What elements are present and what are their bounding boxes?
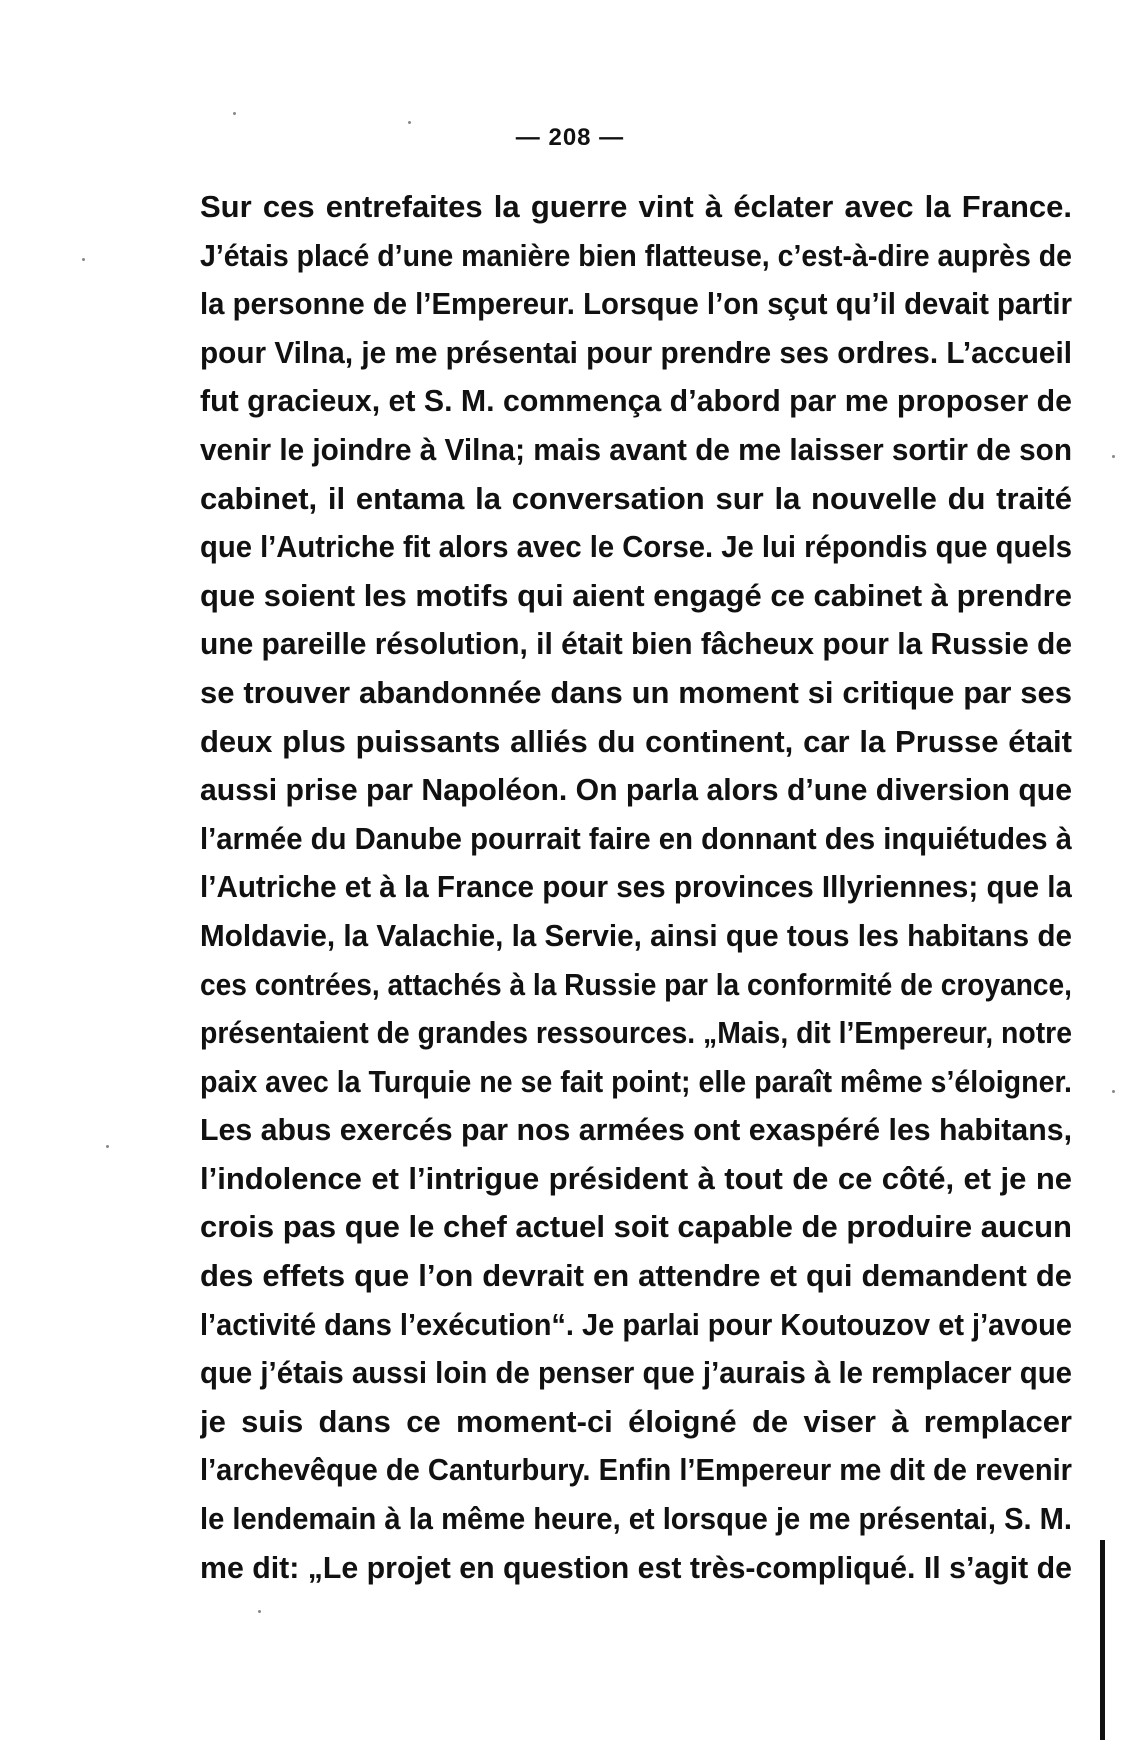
text-line: présentaient de grandes ressources. „Mais, dit l’Empereur, notre xyxy=(200,1015,1072,1051)
text-line: J’étais placé d’une manière bien flatteuse, c’est-à-dire auprès de xyxy=(200,237,1072,273)
scan-speck xyxy=(233,112,236,115)
text-line: pour Vilna, je me présentai pour prendre ses ordres. L’accueil xyxy=(200,334,1072,370)
text-line: fut gracieux, et S. M. commença d’abord par me proposer de xyxy=(200,383,1072,419)
scan-speck xyxy=(1112,455,1115,458)
text-line: la personne de l’Empereur. Lorsque l’on sçut qu’il devait partir xyxy=(200,286,1072,322)
text-line: deux plus puissants alliés du continent, car la Prusse était xyxy=(200,723,1072,759)
text-line: le lendemain à la même heure, et lorsque je me présentai, S. M. xyxy=(200,1501,1072,1537)
text-line: venir le joindre à Vilna; mais avant de me laisser sortir de son xyxy=(200,431,1072,467)
text-line: cabinet, il entama la conversation sur la nouvelle du traité xyxy=(200,480,1072,516)
text-line: des effets que l’on devrait en attendre et qui demandent de xyxy=(200,1258,1072,1294)
scan-speck xyxy=(106,1145,109,1148)
text-line: paix avec la Turquie ne se fait point; elle paraît même s’éloigner. xyxy=(200,1063,1072,1099)
page-number: — 208 — xyxy=(515,124,625,151)
text-line: aussi prise par Napoléon. On parla alors d’une diversion que xyxy=(200,772,1072,808)
text-line: l’activité dans l’exécution“. Je parlai pour Koutouzov et j’avoue xyxy=(200,1306,1072,1342)
scan-speck xyxy=(408,121,411,124)
body-text xyxy=(200,183,1072,1592)
text-line: que l’Autriche fit alors avec le Corse. Je lui répondis que quels xyxy=(200,529,1072,565)
scan-speck xyxy=(82,258,85,261)
text-line: Les abus exercés par nos armées ont exaspéré les habitans, xyxy=(200,1112,1072,1148)
text-line: que soient les motifs qui aient engagé ce cabinet à prendre xyxy=(200,577,1072,613)
text-line: que j’étais aussi loin de penser que j’aurais à le remplacer que xyxy=(200,1355,1072,1391)
text-line: crois pas que le chef actuel soit capable de produire aucun xyxy=(200,1209,1072,1245)
text-line: je suis dans ce moment-ci éloigné de viser à remplacer xyxy=(200,1403,1072,1439)
scan-speck xyxy=(258,1610,261,1613)
text-line: ces contrées, attachés à la Russie par la conformité de croyance, xyxy=(200,966,1072,1002)
text-line: Sur ces entrefaites la guerre vint à éclater avec la France. xyxy=(200,189,1072,224)
scan-edge-bar xyxy=(1100,1540,1105,1740)
text-line: l’archevêque de Canturbury. Enfin l’Empereur me dit de revenir xyxy=(200,1452,1072,1488)
text-line: l’indolence et l’intrigue président à tout de ce côté, et je ne xyxy=(200,1160,1072,1196)
text-line: se trouver abandonnée dans un moment si critique par ses xyxy=(200,674,1072,710)
text-line: l’armée du Danube pourrait faire en donnant des inquiétudes à xyxy=(200,820,1072,856)
text-line: me dit: „Le projet en question est très-compliqué. Il s’agit de xyxy=(200,1549,1072,1585)
text-line: une pareille résolution, il était bien fâcheux pour la Russie de xyxy=(200,626,1072,662)
scan-speck xyxy=(1112,1090,1115,1093)
text-line: l’Autriche et à la France pour ses provinces Illyriennes; que la xyxy=(200,869,1072,905)
text-line: Moldavie, la Valachie, la Servie, ainsi que tous les habitans de xyxy=(200,917,1072,953)
